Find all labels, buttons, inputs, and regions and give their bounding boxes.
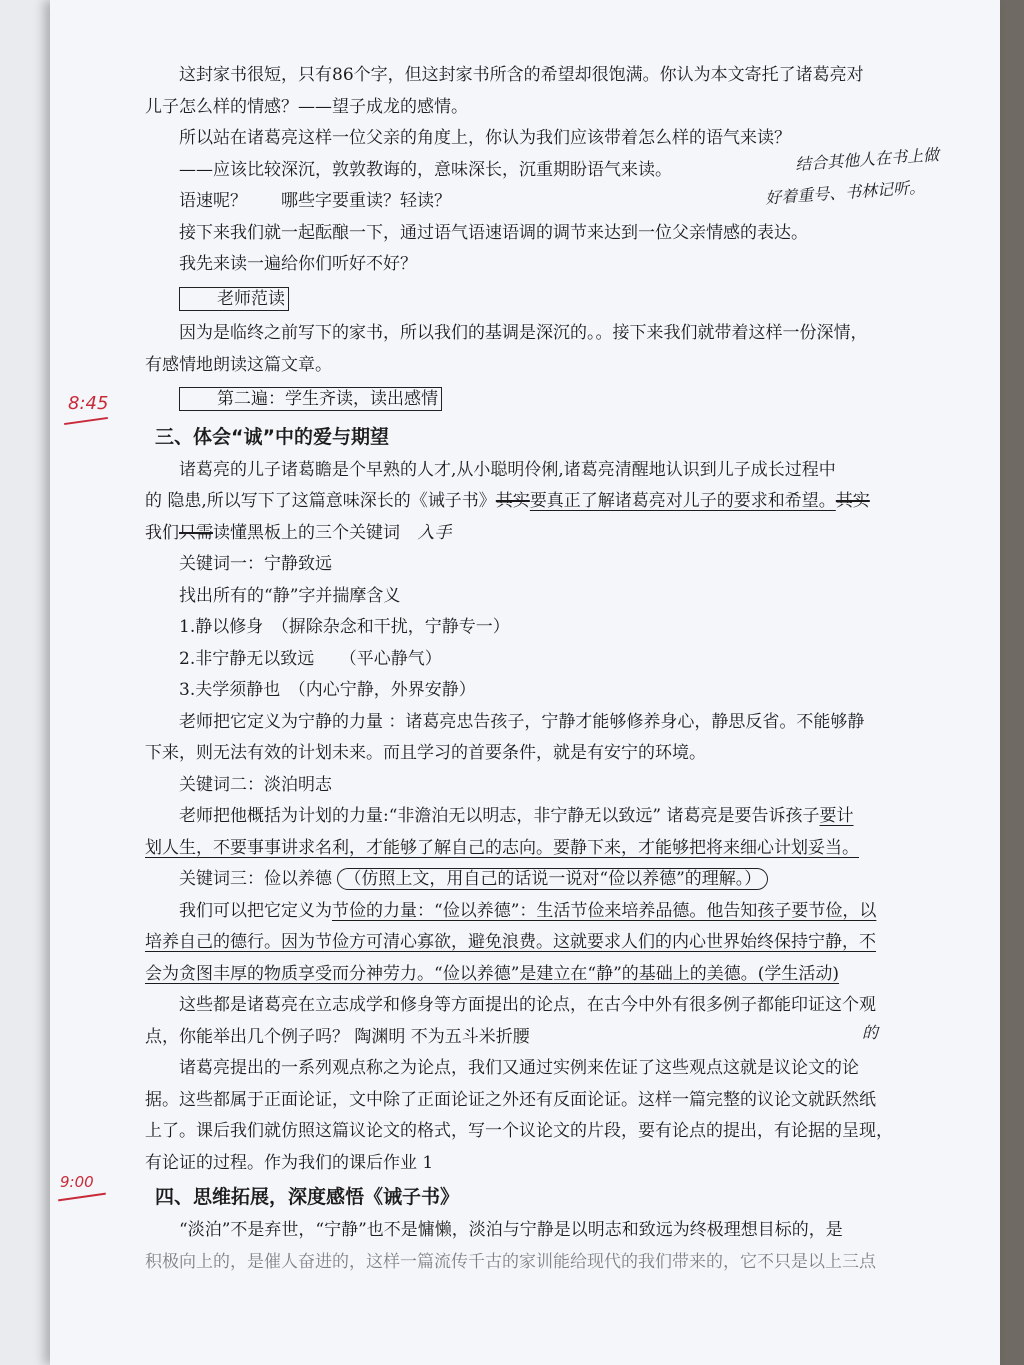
- text-line: 诸葛亮提出的一系列观点称之为论点，我们又通过实例来佐证了这些观点这就是议论文的论: [179, 1058, 859, 1078]
- circled-task: （仿照上文，用自己的话说一说对“俭以养德”的理解。）: [337, 868, 768, 890]
- teacher-reading-box: 老师范读: [179, 287, 289, 311]
- handwritten-note: 好着重号、书林记听。: [764, 177, 926, 208]
- text-segment: 我们: [145, 522, 179, 543]
- struck-text: 只需: [179, 522, 213, 543]
- text-line: 因为是临终之前写下的家书，所以我们的基调是深沉的。。接下来我们就带着这样一份深情，: [179, 323, 868, 343]
- keyword3-title: 关键词三：俭以养德: [179, 869, 332, 889]
- text-line: 儿子怎么样的情感？——望子成龙的感情。: [145, 96, 468, 117]
- text-line: 有感情地朗读这篇文章。: [145, 354, 332, 375]
- text-segment: 读懂黑板上的三个关键词: [213, 522, 400, 543]
- underlined-text: 节俭的力量: [332, 900, 417, 921]
- underlined-line: 培养自己的德行。因为节俭方可清心寡欲，避免浪费。这就要求人们的内心世界始终保持宁静，不: [145, 932, 876, 952]
- handwritten-note: 结合其他人在书上做: [794, 144, 940, 174]
- text-line: 找出所有的“静”字并揣摩含义: [179, 585, 401, 606]
- text-segment: 的 隐患,所以写下了这篇意味深长的《诫子书》: [145, 491, 496, 511]
- section-heading-3: 三、体会“诚”中的爱与期望: [155, 425, 389, 448]
- text-line: [145, 801, 960, 833]
- underlined-text: ：“俭以养德”：生活节俭来培养品德。他告知孩子要节俭，以: [417, 900, 877, 921]
- text-line: 这封家书很短，只有86个字，但这封家书所含的希望却很饱满。你认为本文寄托了诸葛亮对: [179, 65, 864, 85]
- time-marker: 8:45: [68, 393, 109, 414]
- text-line: “淡泊”不是弃世，“宁静”也不是慵懒，淡泊与宁静是以明志和致远为终极理想目标的，是: [179, 1220, 843, 1240]
- handwritten-note: 的: [862, 1023, 879, 1042]
- text-line: 据。这些都属于正面论证，文中除了正面论证之外还有反面论证。这样一篇完整的议论文就跃然纸: [145, 1089, 876, 1110]
- text-line: ——应该比较深沉，敦敦教诲的，意味深长，沉重期盼语气来读。: [179, 159, 672, 180]
- text-segment: 老师把他概括为计划的力量:“非澹泊无以明志，非宁静无以致远” 诸葛亮是要告诉孩子: [179, 806, 820, 826]
- struck-text: 其实: [495, 491, 530, 511]
- underlined-line: 会为贪图丰厚的物质享受而分神劳力。“俭以养德”是建立在“静”的基础上的美德。(学生活动): [145, 963, 840, 984]
- text-line: [145, 518, 960, 550]
- text-line: [145, 864, 960, 896]
- text-line: 语速呢？ 哪些字要重读？轻读？: [179, 191, 451, 211]
- text-line: 老师把它定义为宁静的力量 ：诸葛亮忠告孩子，宁静才能够修养身心，静思反省。不能够静: [179, 711, 865, 732]
- text-line: 诸葛亮的儿子诸葛瞻是个早熟的人才,从小聪明伶俐,诸葛亮清醒地认识到儿子成长过程中: [179, 459, 836, 480]
- time-marker: 9:00: [60, 1173, 94, 1191]
- handwritten-note: 入手: [417, 522, 452, 543]
- list-item: 1.静以修身 （摒除杂念和干扰，宁静专一）: [179, 617, 510, 637]
- section-heading-4: 四、思维拓展，深度感悟《诫子书》: [155, 1186, 460, 1208]
- text-line: [145, 486, 960, 518]
- keyword1-title: 关键词一：宁静致远: [179, 554, 332, 574]
- text-line: 下来，则无法有效的计划未来。而且学习的首要条件，就是有安宁的环境。: [145, 743, 706, 763]
- text-line: [145, 896, 960, 928]
- document-body: [145, 60, 960, 1278]
- text-line: 有论证的过程。作为我们的课后作业 1: [145, 1152, 434, 1173]
- struck-text: 其实: [835, 491, 870, 511]
- underlined-text: 要计: [819, 806, 854, 826]
- text-line: 这些都是诸葛亮在立志成学和修身等方面提出的论点，在古今中外有很多例子都能印证这个观: [179, 995, 876, 1015]
- list-item: 3.夫学须静也 （内心宁静，外界安静）: [179, 680, 476, 700]
- document-page: [50, 0, 1000, 1365]
- text-line: 接下来我们就一起酝酿一下，通过语气语速语调的调节来达到一位父亲情感的表达。: [179, 222, 808, 243]
- underlined-text: 要真正了解诸葛亮对儿子的要求和希望。: [529, 491, 836, 511]
- time-underline: [58, 1193, 106, 1202]
- second-reading-box: 第二遍：学生齐读，读出感情: [179, 387, 442, 411]
- time-underline: [64, 417, 108, 425]
- list-item: 2.非宁静无以致远 （平心静气）: [179, 648, 442, 669]
- text-line: 上了。课后我们就仿照这篇议论文的格式，写一个议论文的片段，要有论点的提出，有论据的呈现，: [145, 1121, 893, 1141]
- text-line: 我先来读一遍给你们听好不好？: [179, 254, 417, 274]
- text-segment: 我们可以把它定义为: [179, 900, 332, 921]
- text-line: 点，你能举出几个例子吗？ 陶渊明 不为五斗米折腰: [145, 1026, 530, 1047]
- keyword2-title: 关键词二：淡泊明志: [179, 774, 332, 795]
- text-line: 所以站在诸葛亮这样一位父亲的角度上，你认为我们应该带着怎么样的语气来读？: [179, 128, 791, 148]
- text-line: 积极向上的，是催人奋进的，这样一篇流传千古的家训能给现代的我们带来的，它不只是以上三点: [145, 1251, 876, 1272]
- underlined-line: 划人生，不要事事讲求名利，才能够了解自己的志向。要静下来，才能够把将来细心计划妥当。: [145, 837, 859, 858]
